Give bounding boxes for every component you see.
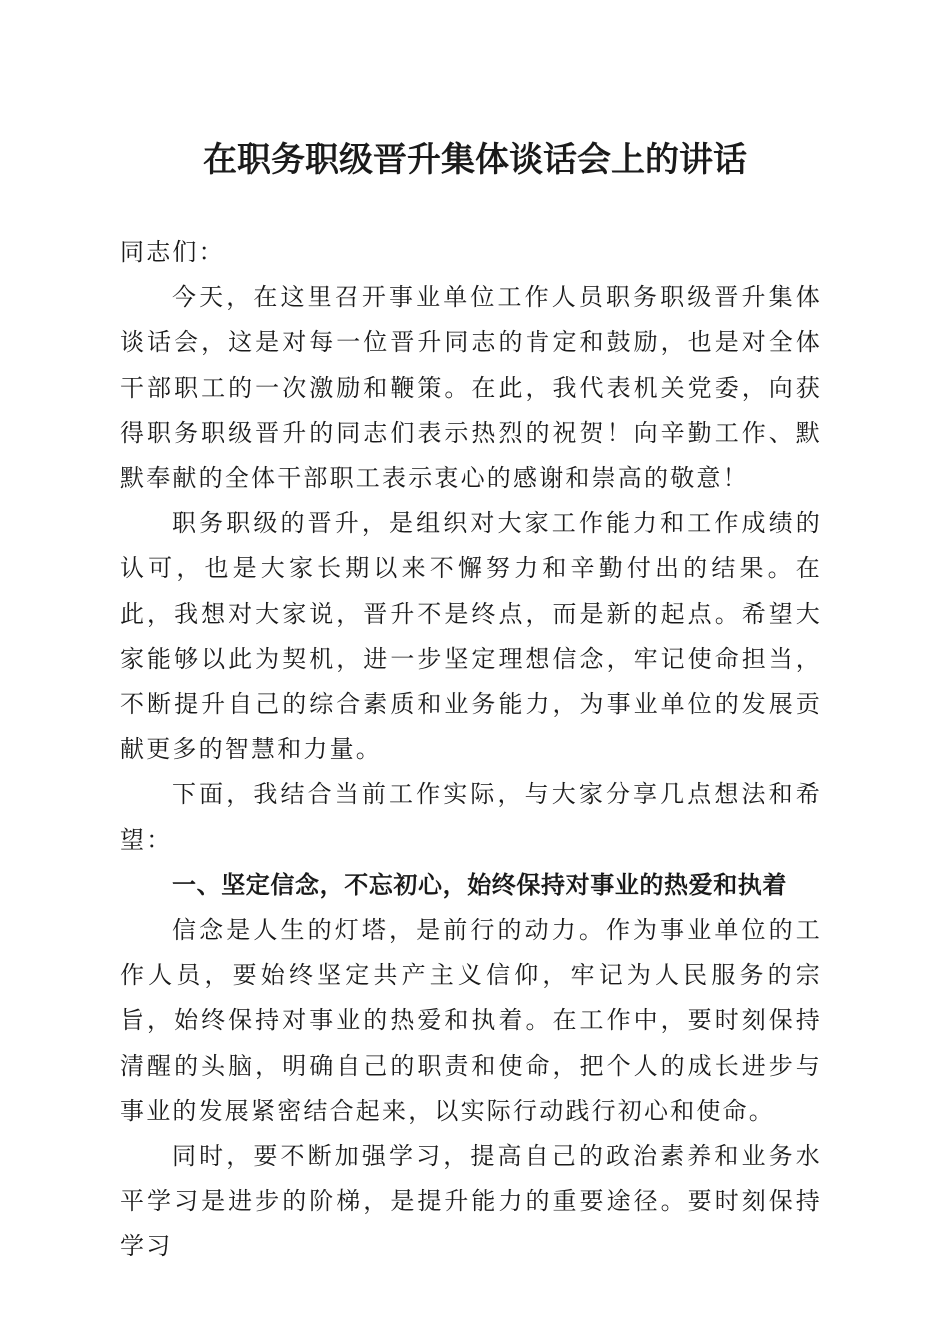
paragraph-opening: 今天，在这里召开事业单位工作人员职务职级晋升集体谈话会，这是对每一位晋升同志的肯定和鼓励，也是对全体干部职工的一次激励和鞭策。在此，我代表机关党委，向获得职务职级晋升的同志们表示热烈的祝贺！向辛勤工作、默默奉献的全体干部职工表示衷心的感谢和崇高的敬意！	[120, 283, 822, 493]
paragraph-learning: 同时，要不断加强学习，提高自己的政治素养和业务水平学习是进步的阶梯，是提升能力的重要途径。要时刻保持学习	[120, 1142, 822, 1261]
section-heading-one: 一、坚定信念，不忘初心，始终保持对事业的热爱和执着	[172, 870, 787, 899]
salutation: 同志们：	[120, 238, 225, 266]
paragraph-introduction: 下面，我结合当前工作实际，与大家分享几点想法和希望：	[120, 780, 822, 854]
paragraph-promotion-meaning: 职务职级的晋升，是组织对大家工作能力和工作成绩的认可，也是大家长期以来不懈努力和辛勤付出的结果。在此，我想对大家说，晋升不是终点，而是新的起点。希望大家能够以此为契机，进一步坚定理想信念，牢记使命担当，不断提升自己的综合素质和业务能力，为事业单位的发展贡献更多的智慧和力量。	[120, 509, 822, 764]
document-body	[120, 230, 822, 1270]
paragraph-belief: 信念是人生的灯塔，是前行的动力。作为事业单位的工作人员，要始终坚定共产主义信仰，牢记为人民服务的宗旨，始终保持对事业的热爱和执着。在工作中，要时刻保持清醒的头脑，明确自己的职责和使命，把个人的成长进步与事业的发展紧密结合起来，以实际行动践行初心和使命。	[120, 916, 822, 1125]
document-title: 在职务职级晋升集体谈话会上的讲话	[203, 140, 747, 180]
